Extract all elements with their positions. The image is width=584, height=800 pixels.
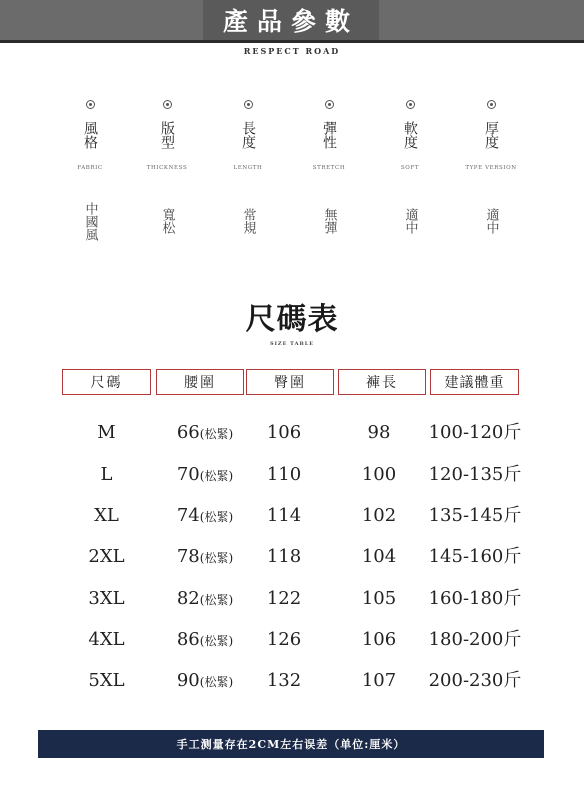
cell-weight: 180-200斤 <box>428 629 522 650</box>
cell-hip: 106 <box>266 422 302 443</box>
param-en: LENGTH <box>233 165 263 171</box>
cell-size: 3XL <box>88 588 125 609</box>
page-title: 產品參數 <box>222 7 359 36</box>
footer-note: 手工测量存在2CM左右误差（单位:厘米） <box>176 738 406 751</box>
bullet-icon <box>244 100 253 109</box>
header-hip: 臀圍 <box>246 369 334 395</box>
param-title: 版型 <box>159 121 175 149</box>
cell-hip: 132 <box>266 670 302 691</box>
cell-weight: 135-145斤 <box>428 505 522 526</box>
header-waist: 腰圍 <box>156 369 244 395</box>
waist-value: 78 <box>176 546 200 567</box>
cell-hip: 110 <box>266 464 302 485</box>
cell-size: XL <box>94 505 119 526</box>
waist-value: 90 <box>176 670 200 691</box>
waist-note: (松緊) <box>199 510 234 524</box>
param-en: FABRIC <box>77 165 103 171</box>
table-row <box>0 625 584 655</box>
param-title: 厚度 <box>483 121 499 149</box>
cell-length: 104 <box>361 546 397 567</box>
cell-length: 100 <box>361 464 397 485</box>
cell-hip: 114 <box>266 505 302 526</box>
size-table-title: 尺碼表 <box>245 302 339 337</box>
waist-note: (松緊) <box>199 634 234 648</box>
bullet-icon <box>86 100 95 109</box>
cell-weight: 160-180斤 <box>428 588 522 609</box>
param-value: 適中 <box>402 208 418 234</box>
size-table-subtitle: SIZE TABLE <box>269 341 315 347</box>
cell-length: 98 <box>367 422 391 443</box>
param-en: TYPE VERSION <box>465 165 517 171</box>
waist-value: 86 <box>176 629 200 650</box>
param-title: 彈性 <box>321 121 337 149</box>
cell-length: 105 <box>361 588 397 609</box>
header-weight: 建議體重 <box>430 369 519 395</box>
header-size: 尺碼 <box>62 369 151 395</box>
param-en: THICKNESS <box>146 165 188 171</box>
cell-size: 5XL <box>88 670 125 691</box>
cell-weight: 145-160斤 <box>428 546 522 567</box>
header-length: 褲長 <box>338 369 426 395</box>
waist-note: (松緊) <box>199 593 234 607</box>
header-divider <box>0 40 584 43</box>
cell-hip: 122 <box>266 588 302 609</box>
product-params <box>0 100 584 270</box>
cell-length: 107 <box>361 670 397 691</box>
cell-length: 102 <box>361 505 397 526</box>
waist-note: (松緊) <box>199 427 234 441</box>
param-title: 長度 <box>240 121 256 149</box>
param-value: 常規 <box>240 208 256 234</box>
cell-length: 106 <box>361 629 397 650</box>
waist-note: (松緊) <box>199 551 234 565</box>
cell-hip: 118 <box>266 546 302 567</box>
cell-weight: 100-120斤 <box>428 422 522 443</box>
param-value: 無彈 <box>321 208 337 234</box>
waist-note: (松緊) <box>199 469 234 483</box>
param-value: 中國風 <box>82 201 98 241</box>
cell-weight: 120-135斤 <box>428 464 522 485</box>
waist-value: 66 <box>176 422 200 443</box>
table-row <box>0 418 584 448</box>
page-subtitle: RESPECT ROAD <box>243 46 341 56</box>
param-style <box>50 100 130 255</box>
cell-size: L <box>100 464 113 485</box>
table-row <box>0 584 584 614</box>
title-box <box>203 0 379 40</box>
table-row <box>0 542 584 572</box>
waist-value: 74 <box>176 505 200 526</box>
cell-weight: 200-230斤 <box>428 670 522 691</box>
waist-value: 82 <box>176 588 200 609</box>
bullet-icon <box>163 100 172 109</box>
param-title: 風格 <box>82 121 98 149</box>
param-value: 寬松 <box>159 208 175 234</box>
param-en: SOFT <box>400 165 420 171</box>
param-thickness <box>451 100 531 255</box>
table-row <box>0 666 584 696</box>
param-length <box>208 100 288 255</box>
param-stretch <box>289 100 369 255</box>
table-row <box>0 460 584 490</box>
cell-size: M <box>97 422 116 443</box>
bullet-icon <box>406 100 415 109</box>
cell-size: 2XL <box>88 546 125 567</box>
param-value: 適中 <box>483 208 499 234</box>
cell-hip: 126 <box>266 629 302 650</box>
cell-size: 4XL <box>88 629 125 650</box>
param-title: 軟度 <box>402 121 418 149</box>
waist-value: 70 <box>176 464 200 485</box>
waist-note: (松緊) <box>199 675 234 689</box>
bullet-icon <box>325 100 334 109</box>
table-row <box>0 501 584 531</box>
footer-note-bar <box>38 730 544 758</box>
param-en: STRETCH <box>312 165 346 171</box>
param-softness <box>370 100 450 255</box>
bullet-icon <box>487 100 496 109</box>
param-fit <box>127 100 207 255</box>
